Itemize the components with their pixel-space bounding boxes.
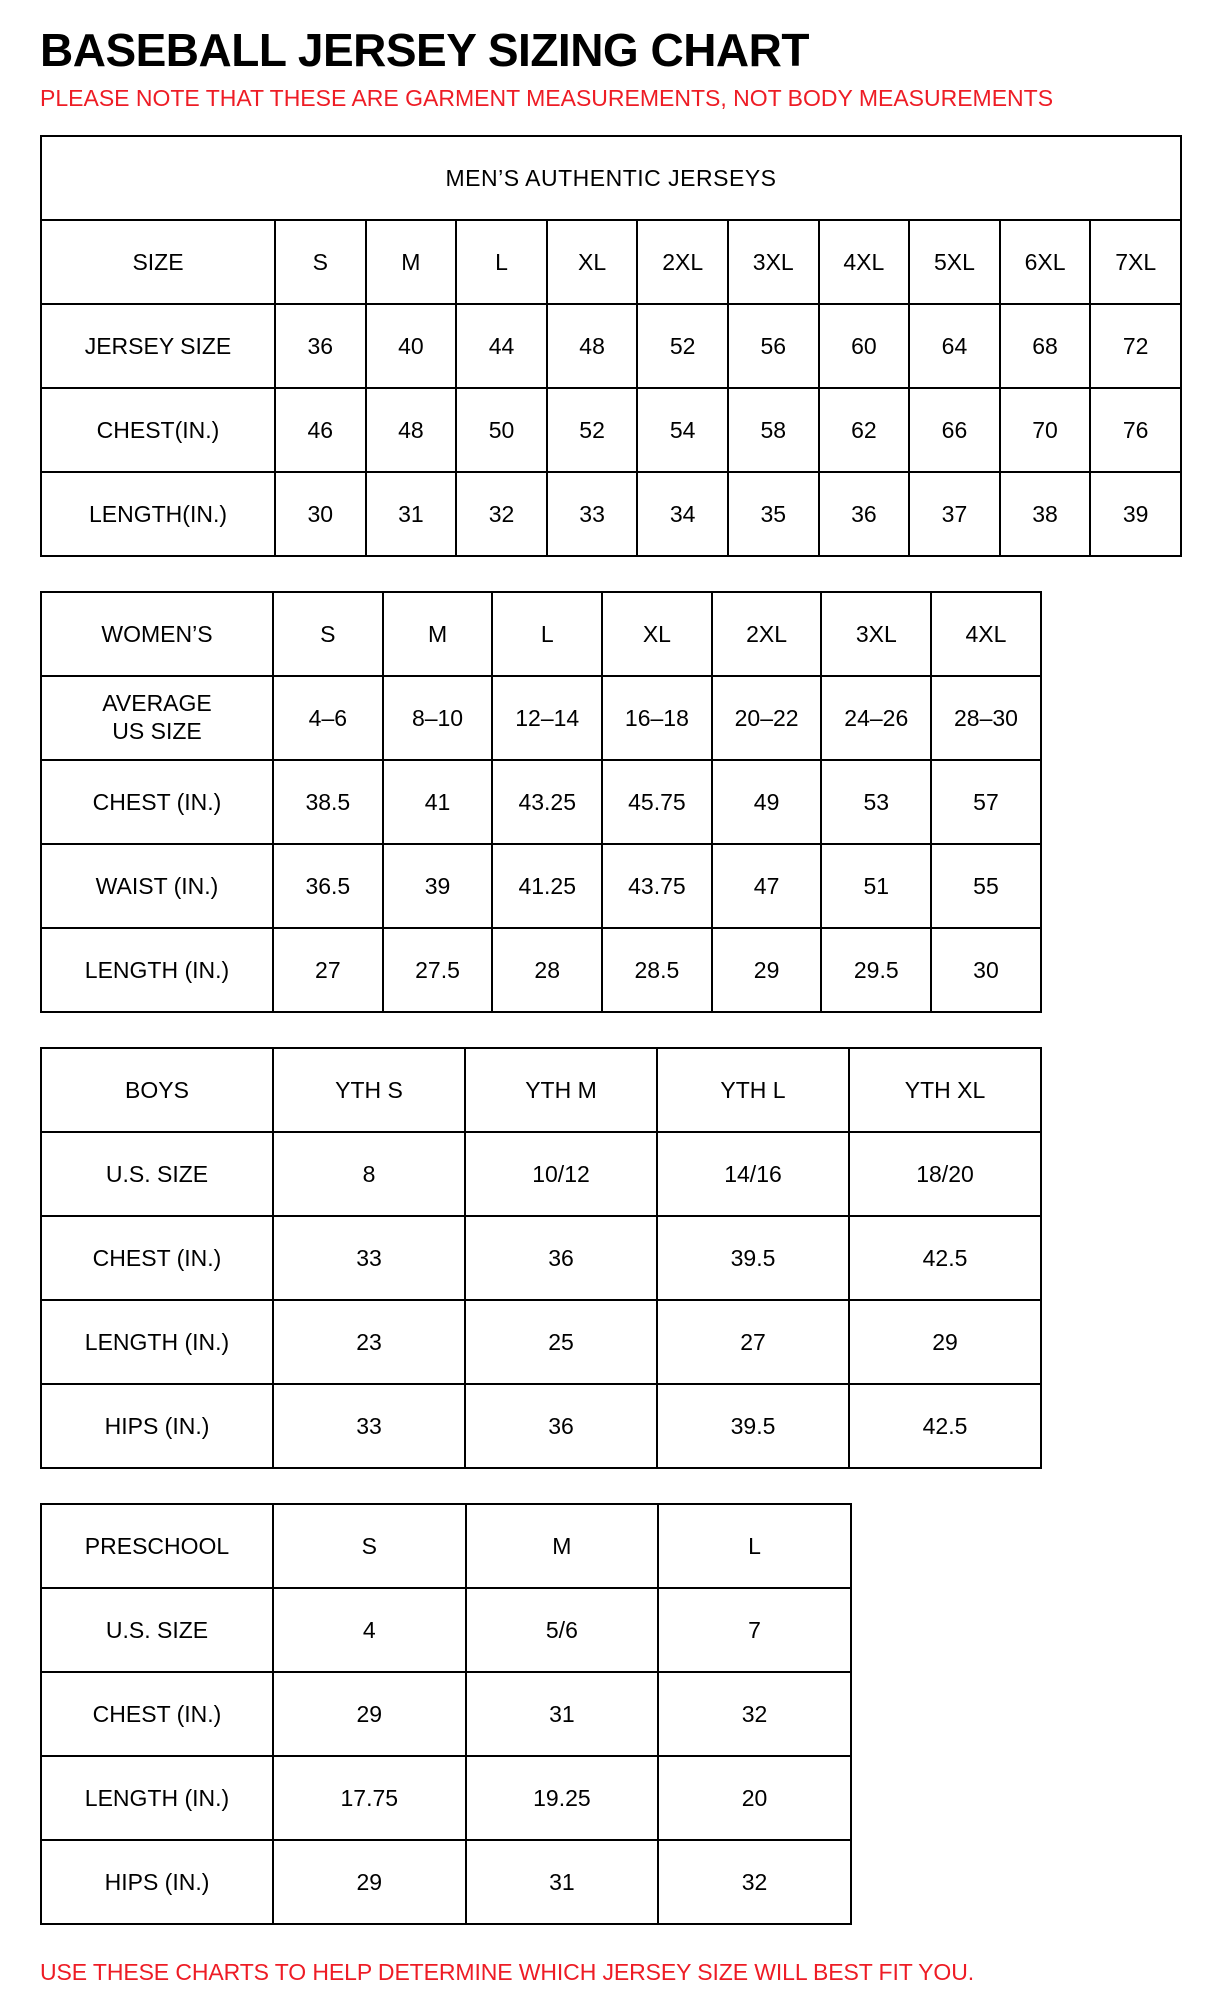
mens-row-label: CHEST(IN.) [41, 388, 275, 472]
boys-size-yth-s: YTH S [273, 1048, 465, 1132]
page-title: BASEBALL JERSEY SIZING CHART [40, 24, 809, 76]
table-cell: 5/6 [466, 1588, 659, 1672]
mens-size-s: S [275, 220, 366, 304]
table-cell: 32 [658, 1672, 851, 1756]
table-row-header [41, 220, 1181, 304]
table-cell: 32 [658, 1840, 851, 1924]
table-cell: 10/12 [465, 1132, 657, 1216]
boys-row-label: HIPS (IN.) [41, 1384, 273, 1468]
table-cell: 31 [466, 1672, 659, 1756]
table-cell: 51 [821, 844, 931, 928]
mens-size-3xl: 3XL [728, 220, 819, 304]
preschool-row-label: LENGTH (IN.) [41, 1756, 273, 1840]
preschool-sizing-table [40, 1503, 852, 1925]
boys-row-label: LENGTH (IN.) [41, 1300, 273, 1384]
table-cell: 36 [465, 1216, 657, 1300]
table-cell: 31 [466, 1840, 659, 1924]
table-row [41, 928, 1041, 1012]
table-cell: 20–22 [712, 676, 822, 760]
boys-size-yth-m: YTH M [465, 1048, 657, 1132]
table-cell: 27 [273, 928, 383, 1012]
table-cell: 56 [728, 304, 819, 388]
table-cell: 44 [456, 304, 547, 388]
table-cell: 23 [273, 1300, 465, 1384]
table-cell: 38 [1000, 472, 1091, 556]
boys-row-label: CHEST (IN.) [41, 1216, 273, 1300]
table-cell: 27 [657, 1300, 849, 1384]
womens-row-label: CHEST (IN.) [41, 760, 273, 844]
womens-row-label: WAIST (IN.) [41, 844, 273, 928]
mens-size-6xl: 6XL [1000, 220, 1091, 304]
table-row [41, 844, 1041, 928]
table-cell: 37 [909, 472, 1000, 556]
table-cell: 39 [383, 844, 493, 928]
table-cell: 17.75 [273, 1756, 466, 1840]
mens-size-7xl: 7XL [1090, 220, 1181, 304]
table-cell: 19.25 [466, 1756, 659, 1840]
table-cell: 40 [366, 304, 457, 388]
womens-row-label-line1: AVERAGE [102, 690, 212, 717]
table-cell: 43.75 [602, 844, 712, 928]
table-cell: 57 [931, 760, 1041, 844]
table-row-banner [41, 136, 1181, 220]
mens-size-5xl: 5XL [909, 220, 1000, 304]
womens-size-l: L [492, 592, 602, 676]
preschool-row-label: CHEST (IN.) [41, 1672, 273, 1756]
table-row [41, 1384, 1041, 1468]
table-cell: 50 [456, 388, 547, 472]
table-row [41, 1300, 1041, 1384]
table-cell: 28–30 [931, 676, 1041, 760]
mens-size-xl: XL [547, 220, 638, 304]
table-cell: 39 [1090, 472, 1181, 556]
womens-row-label-line2: US SIZE [112, 718, 202, 745]
mens-size-m: M [366, 220, 457, 304]
womens-size-xl: XL [602, 592, 712, 676]
table-cell: 7 [658, 1588, 851, 1672]
womens-size-4xl: 4XL [931, 592, 1041, 676]
preschool-size-l: L [658, 1504, 851, 1588]
table-cell: 48 [547, 304, 638, 388]
mens-size-l: L [456, 220, 547, 304]
table-row [41, 304, 1181, 388]
table-cell: 48 [366, 388, 457, 472]
table-cell: 72 [1090, 304, 1181, 388]
womens-size-2xl: 2XL [712, 592, 822, 676]
boys-size-yth-xl: YTH XL [849, 1048, 1041, 1132]
table-row-header [41, 1048, 1041, 1132]
table-cell: 39.5 [657, 1384, 849, 1468]
table-cell: 70 [1000, 388, 1091, 472]
mens-sizing-table [40, 135, 1182, 557]
mens-row-label: JERSEY SIZE [41, 304, 275, 388]
table-cell: 27.5 [383, 928, 493, 1012]
table-cell: 29 [712, 928, 822, 1012]
table-cell: 8 [273, 1132, 465, 1216]
table-cell: 20 [658, 1756, 851, 1840]
table-cell: 52 [637, 304, 728, 388]
table-row [41, 1840, 851, 1924]
mens-row-label: LENGTH(IN.) [41, 472, 275, 556]
preschool-size-s: S [273, 1504, 466, 1588]
table-cell: 25 [465, 1300, 657, 1384]
table-row-header [41, 1504, 851, 1588]
mens-banner: MEN’S AUTHENTIC JERSEYS [41, 136, 1181, 220]
table-cell: 38.5 [273, 760, 383, 844]
table-cell: 29 [849, 1300, 1041, 1384]
table-row [41, 1672, 851, 1756]
table-cell: 49 [712, 760, 822, 844]
womens-size-s: S [273, 592, 383, 676]
table-row [41, 1132, 1041, 1216]
mens-size-label: SIZE [41, 220, 275, 304]
womens-row-label [41, 676, 273, 760]
table-cell: 24–26 [821, 676, 931, 760]
table-cell: 36 [819, 472, 910, 556]
table-cell: 16–18 [602, 676, 712, 760]
table-cell: 53 [821, 760, 931, 844]
table-cell: 39.5 [657, 1216, 849, 1300]
table-cell: 66 [909, 388, 1000, 472]
womens-header-label: WOMEN’S [41, 592, 273, 676]
boys-size-yth-l: YTH L [657, 1048, 849, 1132]
preschool-row-label: U.S. SIZE [41, 1588, 273, 1672]
womens-size-3xl: 3XL [821, 592, 931, 676]
table-cell: 35 [728, 472, 819, 556]
table-cell: 60 [819, 304, 910, 388]
table-cell: 18/20 [849, 1132, 1041, 1216]
table-row [41, 1756, 851, 1840]
table-cell: 42.5 [849, 1216, 1041, 1300]
table-cell: 33 [273, 1216, 465, 1300]
table-cell: 76 [1090, 388, 1181, 472]
table-cell: 28 [492, 928, 602, 1012]
table-cell: 36 [275, 304, 366, 388]
table-row [41, 472, 1181, 556]
table-cell: 62 [819, 388, 910, 472]
table-cell: 36 [465, 1384, 657, 1468]
mens-size-2xl: 2XL [637, 220, 728, 304]
table-cell: 30 [275, 472, 366, 556]
table-cell: 4–6 [273, 676, 383, 760]
table-row-header [41, 592, 1041, 676]
table-row [41, 1216, 1041, 1300]
table-row [41, 676, 1041, 760]
table-cell: 46 [275, 388, 366, 472]
mens-size-4xl: 4XL [819, 220, 910, 304]
table-cell: 55 [931, 844, 1041, 928]
table-cell: 28.5 [602, 928, 712, 1012]
table-cell: 41.25 [492, 844, 602, 928]
table-cell: 47 [712, 844, 822, 928]
preschool-header-label: PRESCHOOL [41, 1504, 273, 1588]
table-row [41, 760, 1041, 844]
table-cell: 29.5 [821, 928, 931, 1012]
table-row [41, 1588, 851, 1672]
table-cell: 34 [637, 472, 728, 556]
boys-header-label: BOYS [41, 1048, 273, 1132]
table-cell: 52 [547, 388, 638, 472]
preschool-size-m: M [466, 1504, 659, 1588]
boys-sizing-table [40, 1047, 1042, 1469]
table-cell: 31 [366, 472, 457, 556]
preschool-row-label: HIPS (IN.) [41, 1840, 273, 1924]
table-cell: 58 [728, 388, 819, 472]
table-cell: 41 [383, 760, 493, 844]
measurement-note: PLEASE NOTE THAT THESE ARE GARMENT MEASUREMENTS, NOT BODY MEASUREMENTS [40, 85, 1054, 112]
table-cell: 43.25 [492, 760, 602, 844]
table-cell: 33 [547, 472, 638, 556]
table-cell: 68 [1000, 304, 1091, 388]
table-row [41, 388, 1181, 472]
womens-row-label: LENGTH (IN.) [41, 928, 273, 1012]
footer-note: USE THESE CHARTS TO HELP DETERMINE WHICH JERSEY SIZE WILL BEST FIT YOU. [40, 1959, 974, 1986]
table-cell: 4 [273, 1588, 466, 1672]
table-cell: 8–10 [383, 676, 493, 760]
table-cell: 12–14 [492, 676, 602, 760]
table-cell: 36.5 [273, 844, 383, 928]
table-cell: 32 [456, 472, 547, 556]
table-cell: 30 [931, 928, 1041, 1012]
womens-sizing-table [40, 591, 1042, 1013]
table-cell: 29 [273, 1672, 466, 1756]
table-cell: 45.75 [602, 760, 712, 844]
table-cell: 14/16 [657, 1132, 849, 1216]
table-cell: 54 [637, 388, 728, 472]
table-cell: 64 [909, 304, 1000, 388]
table-cell: 42.5 [849, 1384, 1041, 1468]
table-cell: 33 [273, 1384, 465, 1468]
table-cell: 29 [273, 1840, 466, 1924]
boys-row-label: U.S. SIZE [41, 1132, 273, 1216]
womens-size-m: M [383, 592, 493, 676]
